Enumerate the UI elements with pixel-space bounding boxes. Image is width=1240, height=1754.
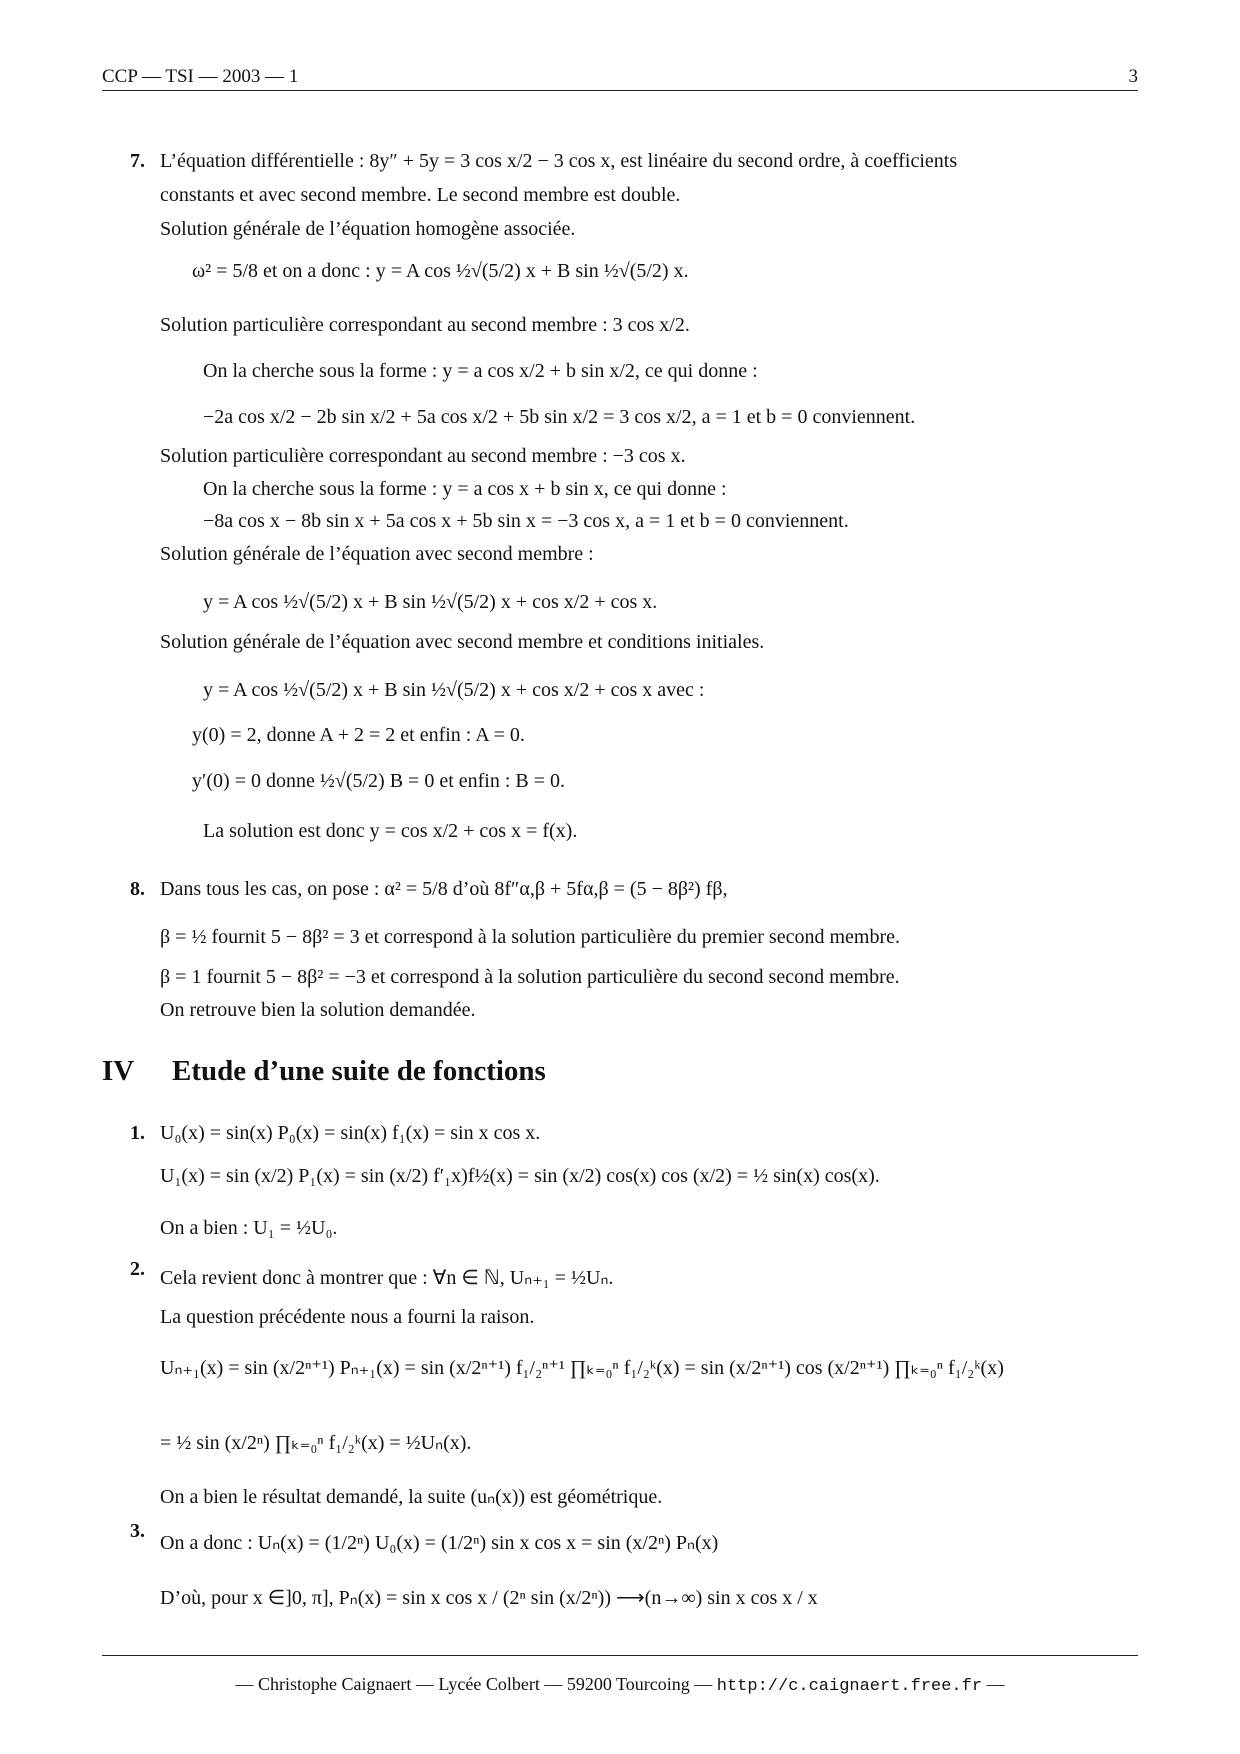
text-line: −8a cos x − 8b sin x + 5a cos x + 5b sin x = −3 cos x, a = 1 et b = 0 conviennent. [203,510,849,532]
page-footer [0,1674,1240,1696]
text-line: On a donc : Uₙ(x) = (1/2ⁿ) U₀(x) = (1/2ⁿ) sin x cos x = sin (x/2ⁿ) Pₙ(x) [160,1532,719,1554]
text-line: y(0) = 2, donne A + 2 = 2 et enfin : A = 0. [192,724,525,746]
footer-author: — Christophe Caignaert — Lycée Colbert — 59200 Tourcoing — [235,1674,717,1694]
page-number: 3 [1128,66,1138,87]
text-line: On retrouve bien la solution demandée. [160,999,476,1021]
footer-end: — [982,1674,1005,1694]
text-line: Solution générale de l’équation homogène associée. [160,218,576,240]
text-line: Solution particulière correspondant au second membre : −3 cos x. [160,445,686,467]
section-number: IV [102,1055,135,1087]
text-line: Dans tous les cas, on pose : α² = 5/8 d’où 8f″α,β + 5fα,β = (5 − 8β²) fβ, [160,878,728,900]
text-line: L’équation différentielle : 8y″ + 5y = 3 cos x/2 − 3 cos x, est linéaire du second ordre, à coefficients [160,150,958,172]
text-line: constants et avec second membre. Le second membre est double. [160,184,681,206]
item-number: 8. [130,878,145,900]
section-heading [102,1055,546,1088]
item-number: 2. [130,1258,145,1280]
text-line: y′(0) = 0 donne ½√(5/2) B = 0 et enfin : B = 0. [192,770,566,792]
text-line: −2a cos x/2 − 2b sin x/2 + 5a cos x/2 + 5b sin x/2 = 3 cos x/2, a = 1 et b = 0 conviennent. [203,406,916,428]
text-line: Solution générale de l’équation avec second membre : [160,543,594,565]
text-line: y = A cos ½√(5/2) x + B sin ½√(5/2) x + cos x/2 + cos x. [203,591,658,613]
section-title: Etude d’une suite de fonctions [172,1055,546,1087]
text-line: La question précédente nous a fourni la raison. [160,1306,535,1328]
text-line: Uₙ₊₁(x) = sin (x/2ⁿ⁺¹) Pₙ₊₁(x) = sin (x/2ⁿ⁺¹) f₁/₂ⁿ⁺¹ ∏ₖ₌₀ⁿ f₁/₂ᵏ(x) = sin (x/2ⁿ⁺¹) cos (x/2ⁿ⁺¹) ∏ₖ₌₀ⁿ f₁/₂ᵏ(x) [160,1357,1004,1379]
header-rule [102,90,1138,91]
item-number: 7. [130,150,145,172]
text-line: La solution est donc y = cos x/2 + cos x = f(x). [203,820,578,842]
text-line: D’où, pour x ∈]0, π], Pₙ(x) = sin x cos x / (2ⁿ sin (x/2ⁿ)) ⟶(n→∞) sin x cos x / x [160,1587,818,1609]
footer-url-link[interactable]: http://c.caignaert.free.fr [716,1677,983,1696]
text-line: β = 1 fournit 5 − 8β² = −3 et correspond à la solution particulière du second second membre. [160,966,900,988]
text-line: U₁(x) = sin (x/2) P₁(x) = sin (x/2) f′₁x)f½(x) = sin (x/2) cos(x) cos (x/2) = ½ sin(x) cos(x). [160,1165,880,1187]
text-line: U₀(x) = sin(x) P₀(x) = sin(x) f₁(x) = sin x cos x. [160,1122,541,1144]
text-line: β = ½ fournit 5 − 8β² = 3 et correspond à la solution particulière du premier second membre. [160,926,900,948]
text-line: On a bien : U₁ = ½U₀. [160,1217,338,1239]
text-line: On a bien le résultat demandé, la suite (uₙ(x)) est géométrique. [160,1486,663,1508]
text-line: On la cherche sous la forme : y = a cos x/2 + b sin x/2, ce qui donne : [203,360,758,382]
page-header [102,66,1138,92]
header-title: CCP — TSI — 2003 — 1 [102,66,299,87]
footer-rule [102,1655,1138,1656]
item-number: 1. [130,1122,145,1144]
text-line: Cela revient donc à montrer que : ∀n ∈ ℕ, Uₙ₊₁ = ½Uₙ. [160,1267,614,1289]
text-line: Solution particulière correspondant au second membre : 3 cos x/2. [160,314,690,336]
text-line: = ½ sin (x/2ⁿ) ∏ₖ₌₀ⁿ f₁/₂ᵏ(x) = ½Uₙ(x). [160,1432,472,1454]
text-line: On la cherche sous la forme : y = a cos x + b sin x, ce qui donne : [203,478,727,500]
item-number: 3. [130,1520,145,1542]
text-line: Solution générale de l’équation avec second membre et conditions initiales. [160,631,765,653]
text-line: y = A cos ½√(5/2) x + B sin ½√(5/2) x + cos x/2 + cos x avec : [203,679,705,701]
text-line: ω² = 5/8 et on a donc : y = A cos ½√(5/2) x + B sin ½√(5/2) x. [192,260,689,282]
